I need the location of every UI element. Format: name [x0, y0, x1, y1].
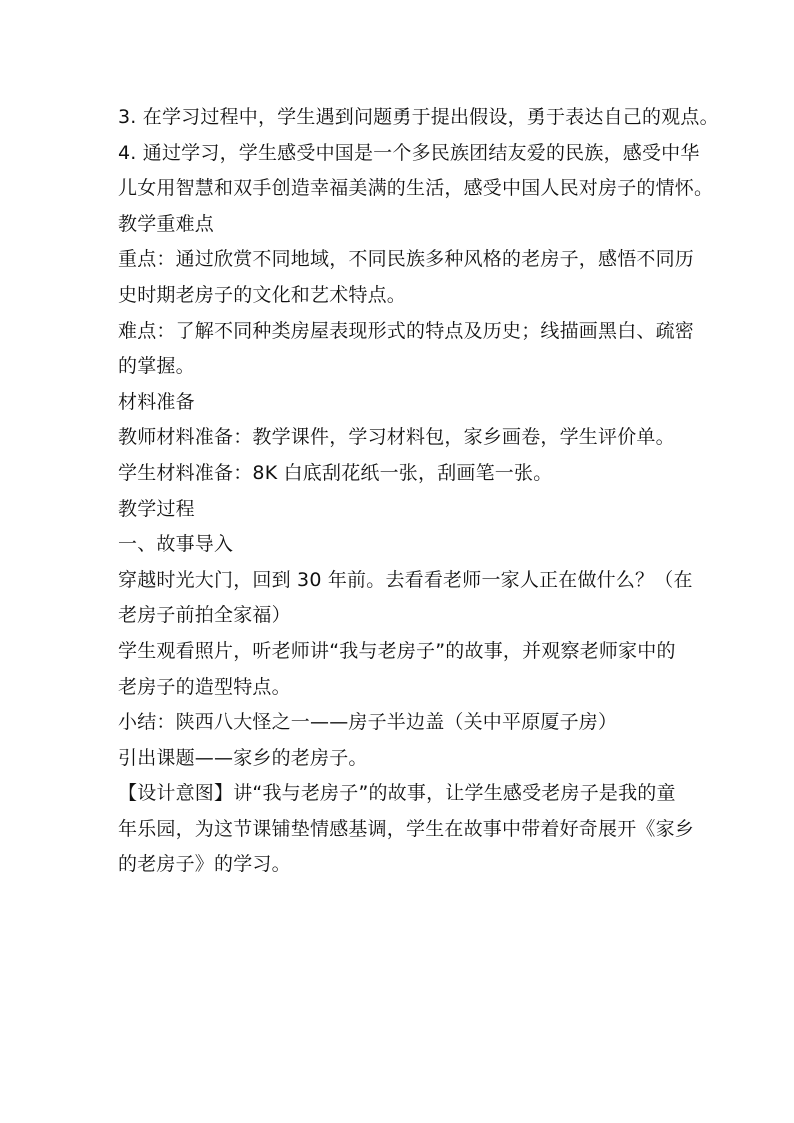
text-line-chinese-people: 儿女用智慧和双手创造幸福美满的生活，感受中国人民对房子的情怀。 [118, 177, 714, 200]
text-line-learning-process: 3. 在学习过程中，学生遇到问题勇于提出假设，勇于表达自己的观点。 [118, 106, 719, 128]
text-line-difficult-point-cont: 的掌握。 [118, 355, 195, 378]
heading-story-introduction: 一、故事导入 [118, 533, 234, 556]
heading-key-difficult-points: 教学重难点 [118, 212, 215, 235]
text-line-student-materials: 学生材料准备：8K 白底刮花纸一张，刮画笔一张。 [118, 461, 553, 484]
text-line-summary: 小结：陕西八大怪之一——房子半边盖（关中平原厦子房） [118, 711, 618, 734]
text-line-house-features: 老房子的造型特点。 [118, 675, 291, 698]
document-page [118, 100, 719, 883]
heading-materials: 材料准备 [118, 390, 195, 413]
text-line-teacher-materials: 教师材料准备：教学课件，学习材料包，家乡画卷，学生评价单。 [118, 426, 675, 449]
text-line-design-intent: 【设计意图】讲“我与老房子”的故事，让学生感受老房子是我的童 [118, 782, 676, 805]
text-line-through-learning: 4. 通过学习，学生感受中国是一个多民族团结友爱的民族，感受中华 [118, 141, 700, 164]
text-line-key-point: 重点：通过欣赏不同地域，不同民族多种风格的老房子，感悟不同历 [118, 248, 695, 271]
text-line-design-intent-cont: 年乐园，为这节课铺垫情感基调，学生在故事中带着好奇展开《家乡 [118, 817, 695, 840]
text-line-design-intent-end: 的老房子》的学习。 [118, 853, 291, 876]
text-line-watch-photo: 学生观看照片，听老师讲“我与老房子”的故事，并观察老师家中的 [118, 639, 676, 662]
text-line-family-photo: 老房子前拍全家福） [118, 604, 291, 627]
text-line-key-point-cont: 史时期老房子的文化和艺术特点。 [118, 283, 407, 306]
text-line-time-gate: 穿越时光大门，回到 30 年前。去看看老师一家人正在做什么？（在 [118, 568, 693, 591]
text-line-lesson-title: 引出课题——家乡的老房子。 [118, 746, 368, 769]
heading-teaching-process: 教学过程 [118, 497, 195, 520]
text-line-difficult-point: 难点：了解不同种类房屋表现形式的特点及历史；线描画黑白、疏密 [118, 319, 695, 342]
